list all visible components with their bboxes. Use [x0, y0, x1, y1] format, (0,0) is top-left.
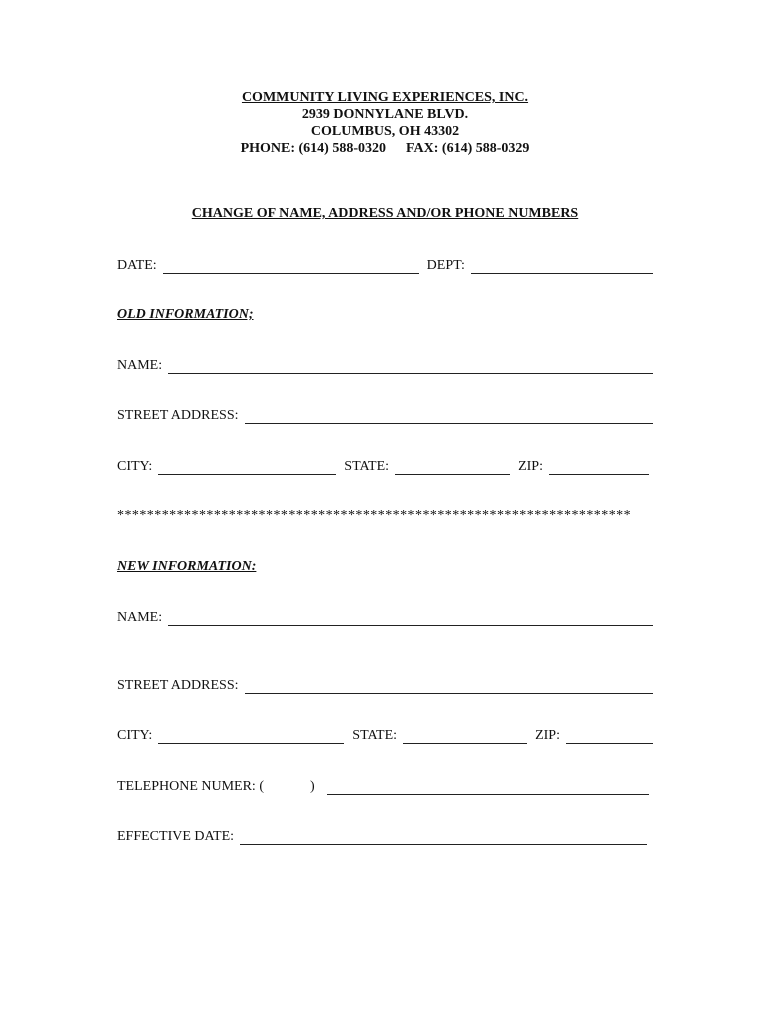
new-name-row — [117, 606, 653, 626]
old-name-label: NAME: — [117, 358, 163, 373]
old-city-field[interactable] — [158, 460, 336, 475]
dept-label: DEPT: — [426, 258, 465, 273]
old-name-row — [117, 354, 653, 374]
new-state-label: STATE: — [352, 728, 398, 743]
old-state-label: STATE: — [344, 459, 390, 474]
new-street-label: STREET ADDRESS: — [117, 678, 239, 693]
old-zip-field[interactable] — [549, 460, 649, 475]
new-city-field[interactable] — [158, 729, 344, 744]
phone-label: TELEPHONE NUMER: ( — [117, 779, 264, 794]
new-city-label: CITY: — [117, 728, 153, 743]
new-info-heading: NEW INFORMATION: — [117, 559, 257, 574]
letterhead — [0, 89, 770, 157]
phone-paren-close: ) — [310, 779, 315, 794]
new-state-field[interactable] — [403, 729, 527, 744]
form-title: CHANGE OF NAME, ADDRESS AND/OR PHONE NUMBERS — [191, 206, 579, 221]
effective-date-field[interactable] — [240, 830, 647, 845]
company-name: COMMUNITY LIVING EXPERIENCES, INC. — [241, 90, 529, 105]
section-separator: ********************************************************************* — [117, 508, 632, 523]
old-street-label: STREET ADDRESS: — [117, 408, 239, 423]
company-street: 2939 DONNYLANE BLVD. — [301, 107, 469, 122]
effective-date-label: EFFECTIVE DATE: — [117, 829, 235, 844]
new-name-label: NAME: — [117, 610, 163, 625]
old-city-row — [117, 455, 653, 475]
new-name-field[interactable] — [168, 611, 653, 626]
effective-date-row — [117, 825, 653, 845]
old-state-field[interactable] — [395, 460, 510, 475]
company-city: COLUMBUS, OH 43302 — [310, 124, 460, 139]
dept-field[interactable] — [471, 259, 653, 274]
old-zip-label: ZIP: — [518, 459, 543, 474]
phone-row — [117, 775, 653, 795]
old-info-heading: OLD INFORMATION; — [117, 307, 254, 322]
new-zip-label: ZIP: — [535, 728, 560, 743]
new-street-field[interactable] — [245, 679, 654, 694]
date-field[interactable] — [163, 259, 419, 274]
new-street-row — [117, 674, 653, 694]
company-contact — [0, 140, 770, 157]
date-dept-row — [117, 254, 653, 274]
old-street-field[interactable] — [245, 409, 654, 424]
old-street-row — [117, 404, 653, 424]
company-fax: FAX: (614) 588-0329 — [406, 141, 530, 156]
company-phone: PHONE: (614) 588-0320 — [240, 141, 387, 156]
date-label: DATE: — [117, 258, 157, 273]
new-city-row — [117, 724, 653, 744]
phone-field[interactable] — [327, 780, 649, 795]
old-city-label: CITY: — [117, 459, 153, 474]
new-zip-field[interactable] — [566, 729, 653, 744]
old-name-field[interactable] — [168, 359, 653, 374]
